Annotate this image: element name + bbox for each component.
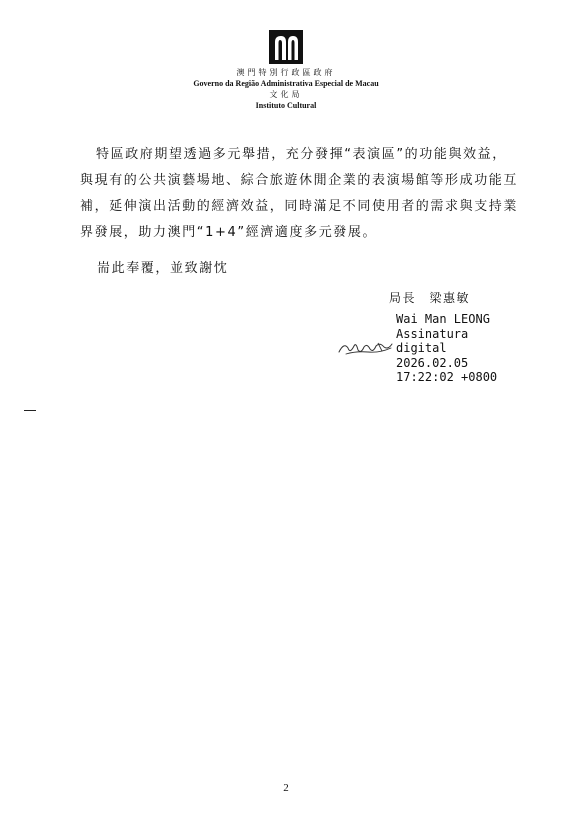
government-name-chinese: 澳門特別行政區政府 xyxy=(236,68,336,77)
paragraph-line: 與現有的公共演藝場地、綜合旅遊休閒企業的表演場館等形成功能互 xyxy=(80,173,519,188)
digital-signature-block xyxy=(396,312,497,385)
department-name-chinese: 文化局 xyxy=(269,90,303,99)
margin-dash xyxy=(24,410,36,411)
signature-date: 2026.02.05 xyxy=(396,355,469,370)
government-name-portuguese: Governo da Região Administrativa Especial de Macau xyxy=(193,79,379,88)
signer-name: Wai Man LEONG xyxy=(396,312,490,326)
handwritten-signature xyxy=(336,334,396,360)
paragraph-line: 補，延伸演出活動的經濟效益，同時滿足不同使用者的需求與支持業 xyxy=(80,199,519,214)
body-paragraph xyxy=(80,142,525,246)
macau-government-emblem-icon xyxy=(269,30,303,64)
closing-line xyxy=(97,256,542,282)
paragraph-line: 界發展，助力澳門“1+4”經濟適度多元發展。 xyxy=(80,225,378,240)
page-number: 2 xyxy=(283,782,289,794)
department-name-portuguese: Instituto Cultural xyxy=(255,101,317,110)
paragraph-line: 特區政府期望透過多元舉措，充分發揮“表演區”的功能與效益， xyxy=(96,147,507,162)
closing-text: 耑此奉覆，並致謝忱 xyxy=(97,261,229,276)
signature-time: 17:22:02 +0800 xyxy=(396,370,498,384)
signatory-title-name: 局長 梁惠敏 xyxy=(389,291,471,305)
letterhead xyxy=(0,30,572,111)
signature-label: Assinatura xyxy=(396,326,469,341)
signature-label-2: digital xyxy=(396,341,447,355)
